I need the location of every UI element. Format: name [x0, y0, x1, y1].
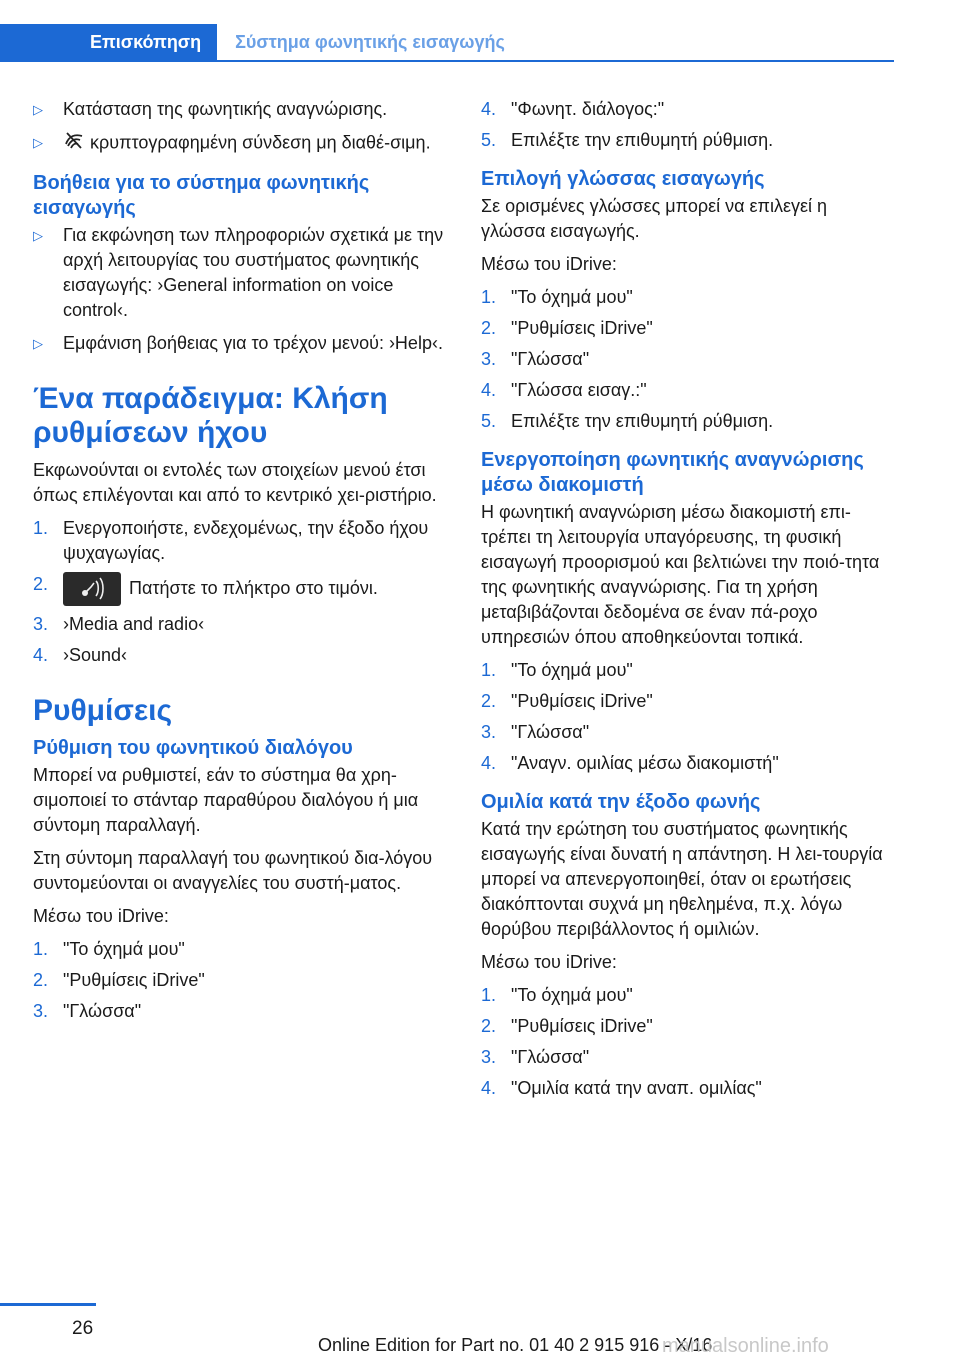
language-paragraph: Σε ορισμένες γλώσσες μπορεί να επιλεγεί η γλώσσα εισαγωγής.	[481, 196, 828, 241]
step-text: "Το όχημά μου"	[511, 660, 633, 680]
step-number: 1.	[481, 985, 497, 1005]
header-tabs	[0, 24, 523, 61]
list-item	[481, 347, 893, 372]
step-number: 1.	[481, 287, 497, 307]
tab-voice-system[interactable]: Σύστημα φωνητικής εισαγωγής	[235, 32, 505, 52]
step-number: 2.	[481, 318, 497, 338]
left-column	[33, 97, 445, 1030]
step-number: 1.	[33, 939, 49, 959]
dialog-via: Μέσω του iDrive:	[33, 906, 169, 926]
settings-heading: Ρυθμίσεις	[33, 694, 173, 727]
step-number: 2.	[481, 691, 497, 711]
list-item	[33, 516, 445, 566]
bullet-text: Εμφάνιση βοήθειας για το τρέχον μενού: ›Help‹.	[63, 333, 443, 353]
example-heading: Ένα παράδειγμα: Κλήση ρυθμίσεων ήχου	[33, 382, 388, 449]
step-text: "Ρυθμίσεις iDrive"	[63, 970, 205, 990]
list-item	[481, 285, 893, 310]
step-number: 5.	[481, 411, 497, 431]
list-item	[481, 409, 893, 434]
list-item	[481, 983, 893, 1008]
triangle-bullet-icon: ▷	[33, 336, 43, 351]
step-text: "Ρυθμίσεις iDrive"	[511, 691, 653, 711]
edition-text: Online Edition for Part no. 01 40 2 915 916 - X/16	[318, 1335, 713, 1355]
list-item	[481, 128, 893, 153]
step-text: ›Media and radio‹	[63, 614, 205, 634]
list-item	[33, 968, 445, 993]
list-item	[481, 1076, 893, 1101]
help-heading: Βοήθεια για το σύστημα φωνητικής εισαγωγής	[33, 172, 370, 219]
triangle-bullet-icon: ▷	[33, 102, 43, 117]
step-text: "Ρυθμίσεις iDrive"	[511, 1016, 653, 1036]
step-text: "Φωνητ. διάλογος:"	[511, 99, 665, 119]
step-text: "Γλώσσα"	[63, 1001, 142, 1021]
list-item	[33, 130, 445, 157]
talk-heading: Ομιλία κατά την έξοδο φωνής	[481, 791, 761, 813]
step-text: Πατήστε το πλήκτρο στο τιμόνι.	[129, 577, 378, 598]
triangle-bullet-icon: ▷	[33, 228, 43, 243]
step-number: 1.	[481, 660, 497, 680]
footer-divider	[0, 1303, 96, 1306]
step-number: 3.	[481, 722, 497, 742]
step-number: 2.	[481, 1016, 497, 1036]
step-number: 4.	[481, 753, 497, 773]
step-number: 4.	[481, 99, 497, 119]
step-number: 5.	[481, 130, 497, 150]
step-text: "Το όχημά μου"	[511, 287, 633, 307]
list-item	[33, 331, 445, 356]
list-item	[481, 720, 893, 745]
list-item	[481, 97, 893, 122]
right-column	[481, 97, 893, 1107]
list-item	[33, 97, 445, 122]
step-number: 4.	[481, 1078, 497, 1098]
header-divider	[0, 60, 894, 62]
list-item	[481, 316, 893, 341]
step-text: "Ομιλία κατά την αναπ. ομιλίας"	[511, 1078, 762, 1098]
dialog-paragraph-2: Στη σύντομη παραλλαγή του φωνητικού δια‐λόγου συντομεύονται οι αναγγελίες του συστή‐ματος.	[33, 848, 433, 893]
step-text: "Γλώσσα"	[511, 722, 590, 742]
step-text: "Γλώσσα"	[511, 349, 590, 369]
list-item	[33, 572, 445, 606]
step-text: ›Sound‹	[63, 645, 128, 665]
dialog-paragraph-1: Μπορεί να ρυθμιστεί, εάν το σύστημα θα χρη‐σιμοποιεί το στάνταρ παραθύρου διαλόγου ή μια σύντομη παραλλαγή.	[33, 765, 419, 835]
list-item	[33, 223, 445, 323]
step-number: 3.	[481, 1047, 497, 1067]
triangle-bullet-icon: ▷	[33, 135, 43, 150]
step-text: "Γλώσσα εισαγ.:"	[511, 380, 647, 400]
page-number: 26	[72, 1318, 94, 1339]
step-text: "Το όχημά μου"	[63, 939, 185, 959]
step-number: 3.	[33, 614, 49, 634]
list-item	[481, 689, 893, 714]
bullet-text: Για εκφώνηση των πληροφοριών σχετικά με την αρχή λειτουργίας του συστήματος φωνητικής εισαγωγής: ›General information on voice control‹.	[63, 225, 444, 320]
language-via: Μέσω του iDrive:	[481, 254, 617, 274]
example-intro: Εκφωνούνται οι εντολές των στοιχείων μενού έτσι όπως επιλέγονται και από το κεντρικό χει‐ριστήριο.	[33, 460, 437, 505]
list-item	[481, 378, 893, 403]
steering-wheel-voice-button-icon	[63, 572, 121, 606]
step-text: "Αναγν. ομιλίας μέσω διακομιστή"	[511, 753, 779, 773]
dialog-heading: Ρύθμιση του φωνητικού διαλόγου	[33, 737, 353, 759]
list-item	[33, 643, 445, 668]
step-number: 4.	[481, 380, 497, 400]
step-number: 1.	[33, 518, 49, 538]
step-text: "Γλώσσα"	[511, 1047, 590, 1067]
step-number: 3.	[481, 349, 497, 369]
list-item	[33, 937, 445, 962]
encrypted-connection-unavailable-icon	[63, 130, 85, 157]
list-item	[481, 1014, 893, 1039]
language-heading: Επιλογή γλώσσας εισαγωγής	[481, 168, 765, 190]
tab-overview[interactable]: Επισκόπηση	[0, 24, 217, 61]
step-number: 2.	[33, 574, 49, 594]
talk-paragraph: Κατά την ερώτηση του συστήματος φωνητικής εισαγωγής είναι δυνατή η απάντηση. Η λει‐τουργία μπορεί να απενεργοποιηθεί, όταν οι ερωτήσεις διακόπτονται συχνά μη ηθελημένα, π.χ. λόγω θορύβου περιβάλλοντος ή ομιλιών.	[481, 819, 883, 939]
server-paragraph: Η φωνητική αναγνώριση μέσω διακομιστή επι‐τρέπει τη λειτουργία υπαγόρευσης, τη φυσική εισαγωγή προορισμού και βελτιώνει την ποιό‐τητα της φωνητικής αναγνώρισης. Για τη χρήση μεταβιβάζονται δεδομένα σε έναν πά‐ροχο υπηρεσιών όπου αποθηκεύονται τοπικά.	[481, 502, 880, 647]
step-text: Επιλέξτε την επιθυμητή ρύθμιση.	[511, 411, 774, 431]
bullet-text: κρυπτογραφημένη σύνδεση μη διαθέ‐σιμη.	[90, 132, 431, 153]
step-text: Επιλέξτε την επιθυμητή ρύθμιση.	[511, 130, 774, 150]
talk-via: Μέσω του iDrive:	[481, 952, 617, 972]
list-item	[481, 1045, 893, 1070]
step-number: 3.	[33, 1001, 49, 1021]
list-item	[33, 999, 445, 1024]
step-text: "Ρυθμίσεις iDrive"	[511, 318, 653, 338]
list-item	[481, 751, 893, 776]
list-item	[33, 612, 445, 637]
step-number: 4.	[33, 645, 49, 665]
step-number: 2.	[33, 970, 49, 990]
server-heading: Ενεργοποίηση φωνητικής αναγνώρισης μέσω διακομιστή	[481, 449, 864, 496]
watermark: manualsonline.info	[662, 1335, 829, 1357]
step-text: Ενεργοποιήστε, ενδεχομένως, την έξοδο ήχου ψυχαγωγίας.	[63, 518, 429, 563]
bullet-text: Κατάσταση της φωνητικής αναγνώρισης.	[63, 99, 388, 119]
step-text: "Το όχημά μου"	[511, 985, 633, 1005]
list-item	[481, 658, 893, 683]
